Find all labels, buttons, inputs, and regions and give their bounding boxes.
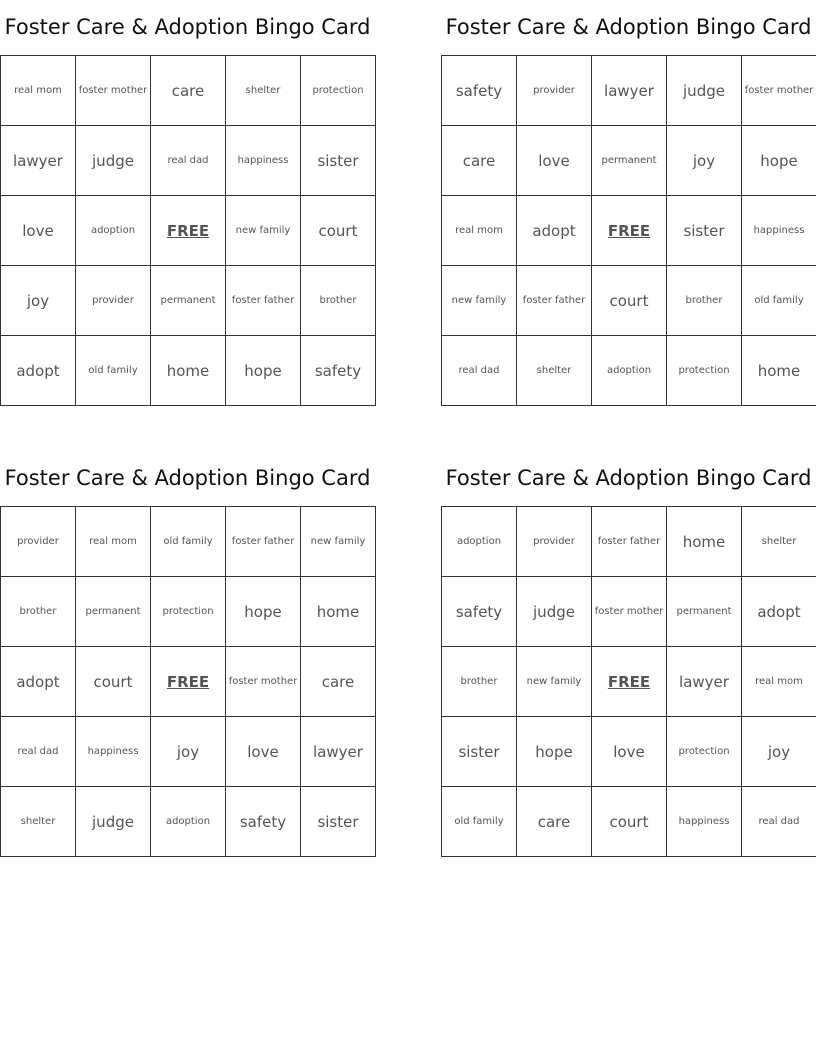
bingo-cell: adopt <box>742 577 816 647</box>
bingo-cell: adoption <box>76 196 151 266</box>
bingo-cell: foster mother <box>226 647 301 717</box>
bingo-cell: hope <box>226 577 301 647</box>
bingo-cell: judge <box>517 577 592 647</box>
bingo-cell: foster mother <box>742 56 816 126</box>
bingo-cell: shelter <box>742 507 816 577</box>
bingo-cell: old family <box>76 336 151 406</box>
bingo-cell: sister <box>301 126 376 196</box>
card-title: Foster Care & Adoption Bingo Card <box>445 15 812 39</box>
bingo-cell: joy <box>151 717 226 787</box>
bingo-row <box>442 336 816 406</box>
bingo-cell: protection <box>151 577 226 647</box>
bingo-cell: lawyer <box>592 56 667 126</box>
bingo-grid <box>441 506 816 857</box>
bingo-cell: adopt <box>517 196 592 266</box>
bingo-card-2 <box>441 0 816 406</box>
bingo-cell: brother <box>301 266 376 336</box>
bingo-cell: love <box>226 717 301 787</box>
bingo-cell: real dad <box>742 787 816 857</box>
bingo-cell: foster father <box>226 507 301 577</box>
bingo-row <box>442 577 816 647</box>
bingo-row <box>442 787 816 857</box>
bingo-cell: provider <box>76 266 151 336</box>
bingo-cell: foster father <box>226 266 301 336</box>
bingo-cell: home <box>742 336 816 406</box>
bingo-cell: adoption <box>151 787 226 857</box>
bingo-cell: hope <box>742 126 816 196</box>
bingo-cell: provider <box>517 56 592 126</box>
bingo-cell: permanent <box>76 577 151 647</box>
bingo-cell: real mom <box>742 647 816 717</box>
bingo-cell: love <box>1 196 76 266</box>
bingo-cell: home <box>151 336 226 406</box>
bingo-cell: adoption <box>442 507 517 577</box>
bingo-cell: love <box>592 717 667 787</box>
bingo-cell: court <box>592 266 667 336</box>
bingo-row <box>1 647 376 717</box>
bingo-row <box>442 647 816 717</box>
bingo-row <box>1 507 376 577</box>
bingo-cell: care <box>517 787 592 857</box>
bingo-cell: foster father <box>592 507 667 577</box>
bingo-row <box>1 717 376 787</box>
bingo-cell: sister <box>301 787 376 857</box>
bingo-cell: home <box>667 507 742 577</box>
bingo-cell: safety <box>442 56 517 126</box>
bingo-cell: real dad <box>442 336 517 406</box>
bingo-cell: old family <box>742 266 816 336</box>
bingo-grid <box>0 55 376 406</box>
bingo-cell: permanent <box>592 126 667 196</box>
bingo-cell: happiness <box>742 196 816 266</box>
bingo-cell: permanent <box>151 266 226 336</box>
bingo-cell: court <box>76 647 151 717</box>
bingo-cell: care <box>301 647 376 717</box>
bingo-cell: brother <box>667 266 742 336</box>
bingo-row <box>1 126 376 196</box>
bingo-cell: lawyer <box>1 126 76 196</box>
bingo-cell: happiness <box>226 126 301 196</box>
bingo-cell: love <box>517 126 592 196</box>
bingo-cell: hope <box>226 336 301 406</box>
bingo-cell: real mom <box>76 507 151 577</box>
bingo-cell: joy <box>742 717 816 787</box>
bingo-row <box>1 336 376 406</box>
bingo-cell: lawyer <box>667 647 742 717</box>
bingo-cell: shelter <box>1 787 76 857</box>
card-title: Foster Care & Adoption Bingo Card <box>4 15 371 39</box>
bingo-row <box>442 196 816 266</box>
bingo-card-1 <box>0 0 375 406</box>
bingo-cell: sister <box>442 717 517 787</box>
bingo-cell: happiness <box>667 787 742 857</box>
bingo-grid <box>441 55 816 406</box>
free-space-cell: FREE <box>151 196 226 266</box>
free-space-cell: FREE <box>151 647 226 717</box>
bingo-cell: new family <box>442 266 517 336</box>
bingo-cell: shelter <box>517 336 592 406</box>
bingo-card-4 <box>441 451 816 857</box>
bingo-cell: adoption <box>592 336 667 406</box>
bingo-cell: foster mother <box>76 56 151 126</box>
free-space-cell: FREE <box>592 196 667 266</box>
bingo-cell: shelter <box>226 56 301 126</box>
bingo-cell: safety <box>442 577 517 647</box>
bingo-row <box>442 56 816 126</box>
bingo-cell: permanent <box>667 577 742 647</box>
bingo-cell: protection <box>667 336 742 406</box>
bingo-cell: judge <box>667 56 742 126</box>
bingo-cell: hope <box>517 717 592 787</box>
bingo-cell: protection <box>301 56 376 126</box>
bingo-row <box>442 126 816 196</box>
bingo-cell: real dad <box>151 126 226 196</box>
bingo-cell: real dad <box>1 717 76 787</box>
bingo-cell: real mom <box>1 56 76 126</box>
bingo-row <box>1 56 376 126</box>
bingo-cell: joy <box>667 126 742 196</box>
bingo-cell: happiness <box>76 717 151 787</box>
bingo-cell: safety <box>226 787 301 857</box>
bingo-cell: protection <box>667 717 742 787</box>
card-title: Foster Care & Adoption Bingo Card <box>4 466 371 490</box>
bingo-cell: sister <box>667 196 742 266</box>
bingo-cell: judge <box>76 787 151 857</box>
bingo-cell: brother <box>442 647 517 717</box>
bingo-cell: care <box>442 126 517 196</box>
bingo-row <box>1 196 376 266</box>
bingo-cell: provider <box>1 507 76 577</box>
bingo-cell: new family <box>301 507 376 577</box>
bingo-card-3 <box>0 451 375 857</box>
bingo-cell: joy <box>1 266 76 336</box>
bingo-cell: care <box>151 56 226 126</box>
bingo-cell: new family <box>226 196 301 266</box>
bingo-cell: lawyer <box>301 717 376 787</box>
bingo-cell: real mom <box>442 196 517 266</box>
bingo-cell: foster mother <box>592 577 667 647</box>
bingo-cell: court <box>592 787 667 857</box>
bingo-row <box>1 577 376 647</box>
bingo-cell: judge <box>76 126 151 196</box>
bingo-cell: old family <box>442 787 517 857</box>
bingo-cell: adopt <box>1 647 76 717</box>
bingo-cell: provider <box>517 507 592 577</box>
bingo-row <box>442 266 816 336</box>
bingo-cell: safety <box>301 336 376 406</box>
bingo-cell: court <box>301 196 376 266</box>
bingo-cell: brother <box>1 577 76 647</box>
free-space-cell: FREE <box>592 647 667 717</box>
bingo-row <box>442 507 816 577</box>
bingo-cell: new family <box>517 647 592 717</box>
bingo-cell: home <box>301 577 376 647</box>
bingo-row <box>442 717 816 787</box>
bingo-row <box>1 266 376 336</box>
bingo-cell: old family <box>151 507 226 577</box>
bingo-cell: adopt <box>1 336 76 406</box>
card-title: Foster Care & Adoption Bingo Card <box>445 466 812 490</box>
bingo-cell: foster father <box>517 266 592 336</box>
bingo-row <box>1 787 376 857</box>
bingo-grid <box>0 506 376 857</box>
